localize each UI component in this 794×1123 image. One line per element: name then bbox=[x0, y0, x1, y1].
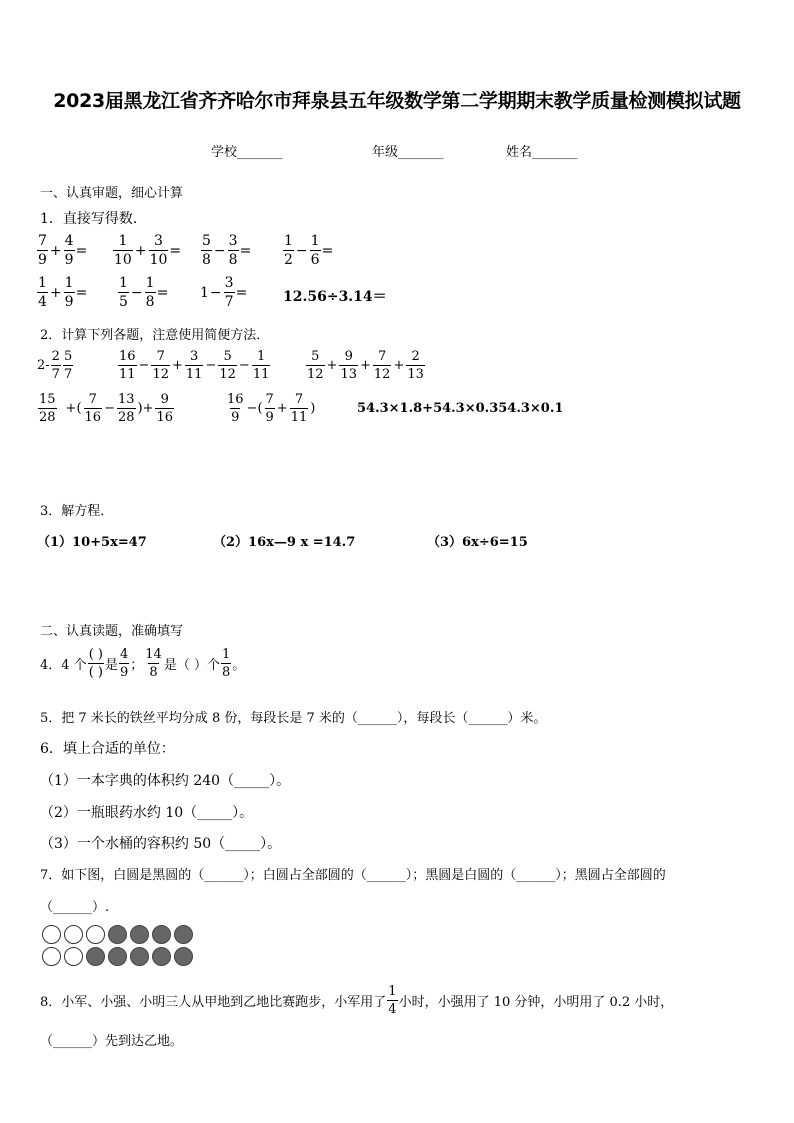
page-title: 2023届黑龙江省齐齐哈尔市拜泉县五年级数学第二学期期末教学质量检测模拟试题 bbox=[53, 90, 741, 112]
q1-item-f: $\frac{1}{5}$ − $\frac{1}{8}$ = bbox=[119, 275, 169, 310]
q3-eq-3: （3）6x÷6=15 bbox=[427, 535, 528, 550]
q1-item-g: 1 − $\frac{3}{7}$ = bbox=[200, 275, 248, 310]
q7-line-1: 7．如下图，白圆是黑圆的（______）；白圆占全部圆的（______）；黑圆是白圆的（______）；黑圆占全部圆的 bbox=[40, 868, 666, 883]
q7-line-2: （______）. bbox=[40, 900, 110, 915]
q8-line-2: （______）先到达乙地。 bbox=[40, 1034, 184, 1049]
black-circle bbox=[152, 925, 171, 944]
black-circle bbox=[108, 925, 127, 944]
section1-title: 一、认真审题，细心计算 bbox=[40, 186, 184, 201]
q1-title: 1．直接写得数． bbox=[40, 211, 147, 227]
q1-item-b: $\frac{1}{10}$ + $\frac{3}{10}$ = bbox=[114, 233, 182, 268]
q6-item-1: （1）一本字典的体积约 240（_____）。 bbox=[40, 773, 291, 789]
q2-expr-5: $\frac{16}{9}$ −( $\frac{7}{9}$ + $\frac{7}{11}$ ) bbox=[227, 392, 316, 425]
black-circle bbox=[108, 947, 127, 966]
white-circle bbox=[86, 925, 105, 944]
q5: 5．把 7 米长的铁丝平均分成 8 份，每段长是 7 米的（______），每段长（______）米。 bbox=[40, 711, 547, 726]
q1-item-c: $\frac{5}{8}$ − $\frac{3}{8}$ = bbox=[202, 233, 252, 268]
black-circle bbox=[174, 947, 193, 966]
black-circle bbox=[130, 947, 149, 966]
circle-grid bbox=[42, 925, 196, 969]
q1-item-e: $\frac{1}{4}$ + $\frac{1}{9}$ = bbox=[38, 275, 88, 310]
white-circle bbox=[42, 947, 61, 966]
q1-item-h: 12.56÷3.14＝ bbox=[283, 289, 387, 305]
q3-eq-2: （2）16x—9 x =14.7 bbox=[213, 535, 356, 550]
q2-expr-6: 54.3×1.8+54.3×0.354.3×0.1 bbox=[357, 401, 564, 416]
q4: 4．4 个 $\frac{( )}{( )}$ 是 $\frac{4}{9}$ ； $\frac{14}{8}$ 是（ ）个 $\frac{1}{8}$ 。 bbox=[40, 647, 246, 680]
q4-blank-fraction[interactable]: $\frac{( )}{( )}$ bbox=[88, 647, 103, 680]
name-field[interactable]: 姓名_______ bbox=[506, 145, 578, 160]
q6-title: 6．填上合适的单位： bbox=[40, 741, 175, 757]
white-circle bbox=[64, 947, 83, 966]
circle-row-2 bbox=[42, 947, 196, 969]
section2-title: 二、认真读题，准确填写 bbox=[40, 624, 184, 639]
q1-item-d: $\frac{1}{2}$ − $\frac{1}{6}$ = bbox=[284, 233, 334, 268]
q3-eq-1: （1）10+5x=47 bbox=[37, 535, 147, 550]
circle-row-1 bbox=[42, 925, 196, 947]
q2-expr-4: $\frac{15}{28}$ +( $\frac{7}{16}$ − $\frac{13}{28}$ )+ $\frac{9}{16}$ bbox=[39, 392, 174, 425]
q6-item-2: （2）一瓶眼药水约 10（_____）。 bbox=[40, 805, 254, 821]
black-circle bbox=[130, 925, 149, 944]
white-circle bbox=[64, 925, 83, 944]
q1-item-a: $\frac{7}{9}$ + $\frac{4}{9}$ = bbox=[38, 233, 88, 268]
q2-expr-2: $\frac{16}{11}$ − $\frac{7}{12}$ + $\frac{3}{11}$ − $\frac{5}{12}$ − $\frac{1}{11}$ bbox=[119, 349, 270, 382]
grade-field[interactable]: 年级_______ bbox=[372, 145, 444, 160]
q2-expr-1: 2- $\frac{2}{7}$ $\frac{5}{7}$ bbox=[37, 349, 73, 382]
q8-line-1: 8．小军、小强、小明三人从甲地到乙地比赛跑步，小军用了 $\frac{1}{4}$ 小时，小强用了 10 分钟，小明用了 0.2 小时， bbox=[40, 984, 674, 1017]
q2-title: 2．计算下列各题，注意使用简便方法． bbox=[40, 328, 270, 343]
q2-expr-3: $\frac{5}{12}$ + $\frac{9}{13}$ + $\frac{7}{12}$ + $\frac{2}{13}$ bbox=[307, 349, 424, 382]
q6-item-3: （3）一个水桶的容积约 50（_____）。 bbox=[40, 836, 282, 852]
black-circle bbox=[152, 947, 171, 966]
black-circle bbox=[86, 947, 105, 966]
school-field[interactable]: 学校_______ bbox=[211, 145, 283, 160]
white-circle bbox=[42, 925, 61, 944]
black-circle bbox=[174, 925, 193, 944]
q3-title: 3．解方程． bbox=[40, 504, 114, 519]
